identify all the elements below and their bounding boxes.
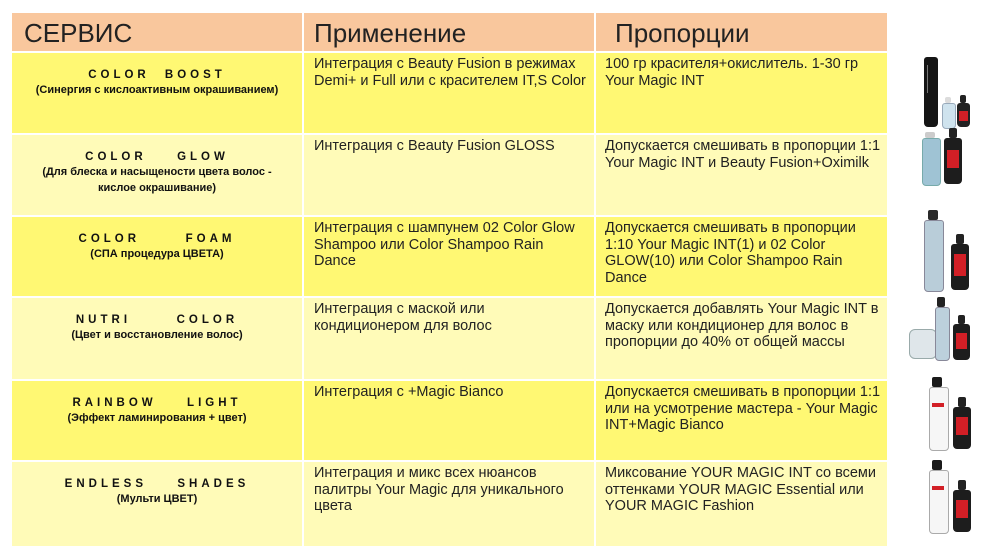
usage-cell: Интеграция с маской или кондиционером для волос: [304, 298, 596, 379]
service-description: (Синергия с кислоактивным окрашиванием): [35, 84, 279, 96]
table-row: [12, 298, 887, 381]
header-usage: Применение: [304, 13, 596, 51]
table-row: [12, 135, 887, 217]
jar: [909, 329, 937, 359]
label: [956, 500, 968, 518]
label: [932, 403, 944, 407]
bottle: [924, 220, 944, 292]
header-service: СЕРВИС: [12, 13, 304, 51]
table-header: [12, 13, 887, 53]
cap: [949, 128, 957, 138]
table-row: [12, 217, 887, 298]
table-row: [12, 53, 887, 135]
table-row: [12, 462, 887, 546]
usage-cell: Интеграция с Beauty Fusion GLOSS: [304, 135, 596, 215]
service-name: COLOR FOAM: [78, 233, 236, 245]
cap: [960, 95, 966, 103]
label: [947, 150, 959, 168]
bottle: [942, 103, 956, 129]
service-description: (СПА процедура ЦВЕТА): [90, 248, 224, 260]
usage-cell: Интеграция с шампунем 02 Color Glow Shampoo или Color Shampoo Rain Dance: [304, 217, 596, 296]
service-description: (Цвет и восстановление волос): [71, 329, 243, 341]
label: [954, 254, 966, 276]
cap: [956, 234, 964, 244]
proportion-cell: 100 гр красителя+окислитель. 1-30 гр Your Magic INT: [605, 56, 859, 89]
label: [956, 417, 968, 435]
service-description: (Эффект ламинирования + цвет): [67, 412, 247, 424]
product-image-color-glow: [918, 128, 973, 188]
service-cell: [12, 298, 304, 379]
cap: [928, 210, 938, 220]
service-name: RAINBOW LIGHT: [72, 397, 242, 409]
proportion-cell: Допускается смешивать в пропорции 1:10 Your Magic INT(1) и 02 Color GLOW(10) или Color Shampoo Rain Dance: [605, 220, 856, 286]
product-image-rainbow-light: [922, 375, 977, 455]
cap: [958, 480, 966, 490]
proportion-cell: Допускается добавлять Your Magic INT в маску или кондиционер для волос в пропорции до 40% от общей массы: [605, 301, 879, 350]
tube-label: [927, 65, 936, 93]
service-cell: [12, 217, 304, 296]
service-name: COLOR BOOST: [88, 69, 226, 81]
service-cell: [12, 381, 304, 460]
product-image-color-foam: [920, 208, 980, 293]
label: [932, 486, 944, 490]
service-cell: [12, 135, 304, 215]
bottle: [929, 470, 949, 534]
header-proportions: Пропорции: [615, 18, 750, 48]
cap: [932, 460, 942, 470]
service-description: (Мульти ЦВЕТ): [116, 493, 198, 505]
cap: [958, 315, 965, 324]
cap: [932, 377, 942, 387]
product-image-endless-shades: [922, 458, 977, 538]
cap: [937, 297, 945, 307]
service-description: (Для блеска и насыщености цвета волос - кислое окрашивание): [42, 166, 272, 194]
services-table: [12, 13, 887, 546]
service-cell: [12, 53, 304, 133]
label: [956, 333, 967, 349]
product-image-nutri-color: [907, 295, 977, 365]
service-name: NUTRI COLOR: [75, 314, 239, 326]
service-name: COLOR GLOW: [85, 151, 229, 163]
label: [959, 111, 968, 121]
usage-cell: Интеграция с Beauty Fusion в режимах Demi+ и Full или с красителем IT,S Color: [304, 53, 596, 133]
service-name: ENDLESS SHADES: [64, 478, 250, 490]
cap: [958, 397, 966, 407]
proportion-cell: Миксование YOUR MAGIC INT со всеми оттенками YOUR MAGIC Essential или YOUR MAGIC Fashion: [605, 465, 876, 514]
proportion-cell: Допускается смешивать в пропорции 1:1 или на усмотрение мастера - Your Magic INT+Magic Bianco: [605, 384, 881, 433]
usage-cell: Интеграция с +Magic Bianco: [304, 381, 596, 460]
proportion-cell: Допускается смешивать в пропорции 1:1 Your Magic INT и Beauty Fusion+Oximilk: [605, 138, 881, 171]
service-cell: [12, 462, 304, 546]
bottle: [929, 387, 949, 451]
product-image-color-boost: [915, 55, 975, 130]
bottle: [935, 307, 950, 361]
table-row: [12, 381, 887, 462]
bottle: [922, 138, 941, 186]
usage-cell: Интеграция и микс всех нюансов палитры Your Magic для уникального цвета: [304, 462, 596, 546]
